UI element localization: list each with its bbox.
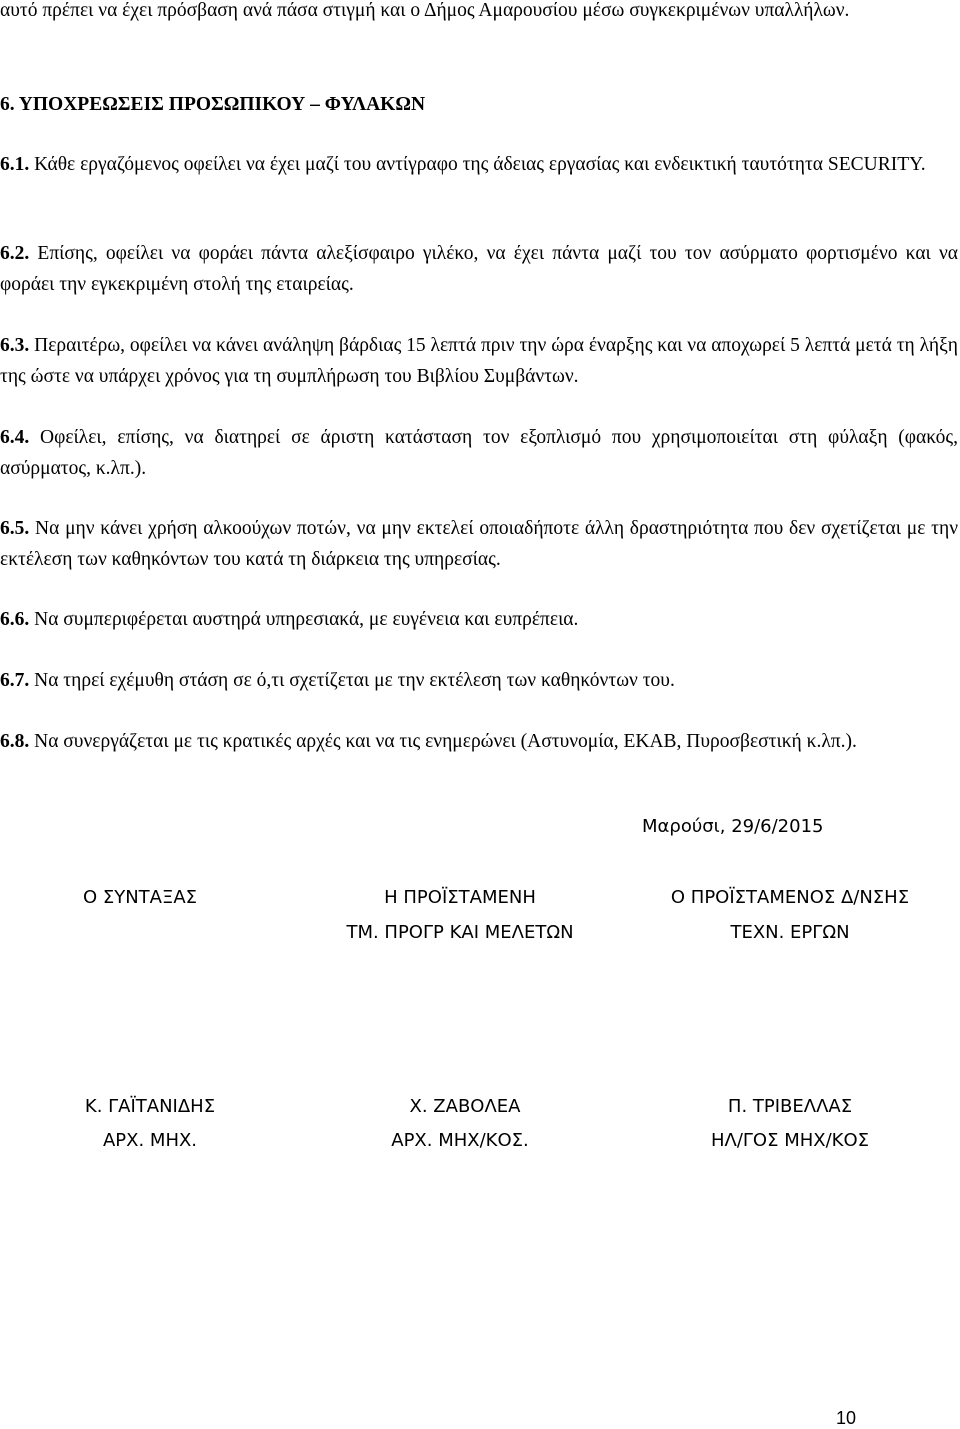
item-number: 6.8. bbox=[0, 731, 30, 752]
item-text: Περαιτέρω, οφείλει να κάνει ανάληψη βάρδιας 15 λεπτά πριν την ώρα έναρξης και να αποχωρεί 5 λεπτά μετά τη λήξη της ώστε να υπάρχει χρόνος για τη συμπλήρωση του Βιβλίου Συμβάντων. bbox=[0, 335, 959, 387]
item-text: Επίσης, οφείλει να φοράει πάντα αλεξίσφαιρο γιλέκο, να έχει πάντα μαζί του τον ασύρματο φορτισμένο και να φοράει την εγκεκριμένη στολή της εταιρείας. bbox=[0, 243, 958, 295]
list-item bbox=[0, 665, 958, 696]
signatory-1-name: Κ. ΓΑΪΤΑΝΙΔΗΣ bbox=[84, 1096, 216, 1117]
signatory-3-title: Ο ΠΡΟΪΣΤΑΜΕΝΟΣ Δ/ΝΣΗΣ bbox=[670, 887, 910, 908]
date-line: Μαρούσι, 29/6/2015 bbox=[642, 816, 824, 837]
item-number: 6.3. bbox=[0, 335, 30, 356]
signatory-2-name: Χ. ΖΑΒΟΛΕΑ bbox=[409, 1096, 521, 1117]
item-text: Να συνεργάζεται με τις κρατικές αρχές και να τις ενημερώνει (Αστυνομία, ΕΚΑΒ, Πυροσβεστική κ.λπ.). bbox=[34, 731, 857, 752]
signatory-3-role: ΗΛ/ΓΟΣ ΜΗΧ/ΚΟΣ bbox=[710, 1130, 869, 1151]
intro-text: αυτό πρέπει να έχει πρόσβαση ανά πάσα στιγμή και ο Δήμος Αμαρουσίου μέσω συγκεκριμένων υπαλλήλων. bbox=[0, 0, 850, 21]
list-item bbox=[0, 604, 958, 635]
list-item bbox=[0, 149, 958, 180]
item-text: Να μην κάνει χρήση αλκοούχων ποτών, να μην εκτελεί οποιαδήποτε άλλη δραστηριότητα που δεν σχετίζεται με την εκτέλεση των καθηκόντων του κατά τη διάρκεια της υπηρεσίας. bbox=[0, 518, 959, 570]
signatory-2-title: Η ΠΡΟΪΣΤΑΜΕΝΗ bbox=[384, 887, 536, 908]
item-number: 6.7. bbox=[0, 670, 30, 691]
signatory-1-role: ΑΡΧ. ΜΗΧ. bbox=[102, 1130, 198, 1151]
item-text: Να συμπεριφέρεται αυστηρά υπηρεσιακά, με ευγένεια και ευπρέπεια. bbox=[34, 609, 579, 630]
signatory-2-department: ΤΜ. ΠΡΟΓΡ ΚΑΙ ΜΕΛΕΤΩΝ bbox=[346, 922, 574, 943]
item-number: 6.6. bbox=[0, 609, 30, 630]
page-number: 10 bbox=[835, 1408, 856, 1428]
item-number: 6.5. bbox=[0, 518, 30, 539]
intro-paragraph bbox=[0, 0, 958, 26]
signatory-1-title: Ο ΣΥΝΤΑΞΑΣ bbox=[82, 887, 198, 908]
item-number: 6.1. bbox=[0, 154, 30, 175]
section-heading: 6. ΥΠΟΧΡΕΩΣΕΙΣ ΠΡΟΣΩΠΙΚΟΥ – ΦΥΛΑΚΩΝ bbox=[0, 94, 426, 115]
item-text: Οφείλει, επίσης, να διατηρεί σε άριστη κατάσταση τον εξοπλισμό που χρησιμοποιείται στη φύλαξη (φακός, ασύρματος, κ.λπ.). bbox=[0, 427, 959, 479]
signatory-3-department: ΤΕΧΝ. ΕΡΓΩΝ bbox=[730, 922, 850, 943]
list-item bbox=[0, 422, 958, 484]
signatory-2-role: ΑΡΧ. ΜΗΧ/ΚΟΣ. bbox=[391, 1130, 529, 1151]
list-item bbox=[0, 330, 958, 392]
signatory-3-name: Π. ΤΡΙΒΕΛΛΑΣ bbox=[727, 1096, 853, 1117]
list-item bbox=[0, 238, 958, 300]
item-text: Να τηρεί εχέμυθη στάση σε ό,τι σχετίζεται με την εκτέλεση των καθηκόντων του. bbox=[34, 670, 675, 691]
list-item bbox=[0, 513, 958, 575]
list-item bbox=[0, 726, 958, 757]
item-number: 6.2. bbox=[0, 243, 30, 264]
item-text: Κάθε εργαζόμενος οφείλει να έχει μαζί του αντίγραφο της άδειας εργασίας και ενδεικτική ταυτότητα SECURITY. bbox=[34, 154, 926, 175]
item-number: 6.4. bbox=[0, 427, 30, 448]
